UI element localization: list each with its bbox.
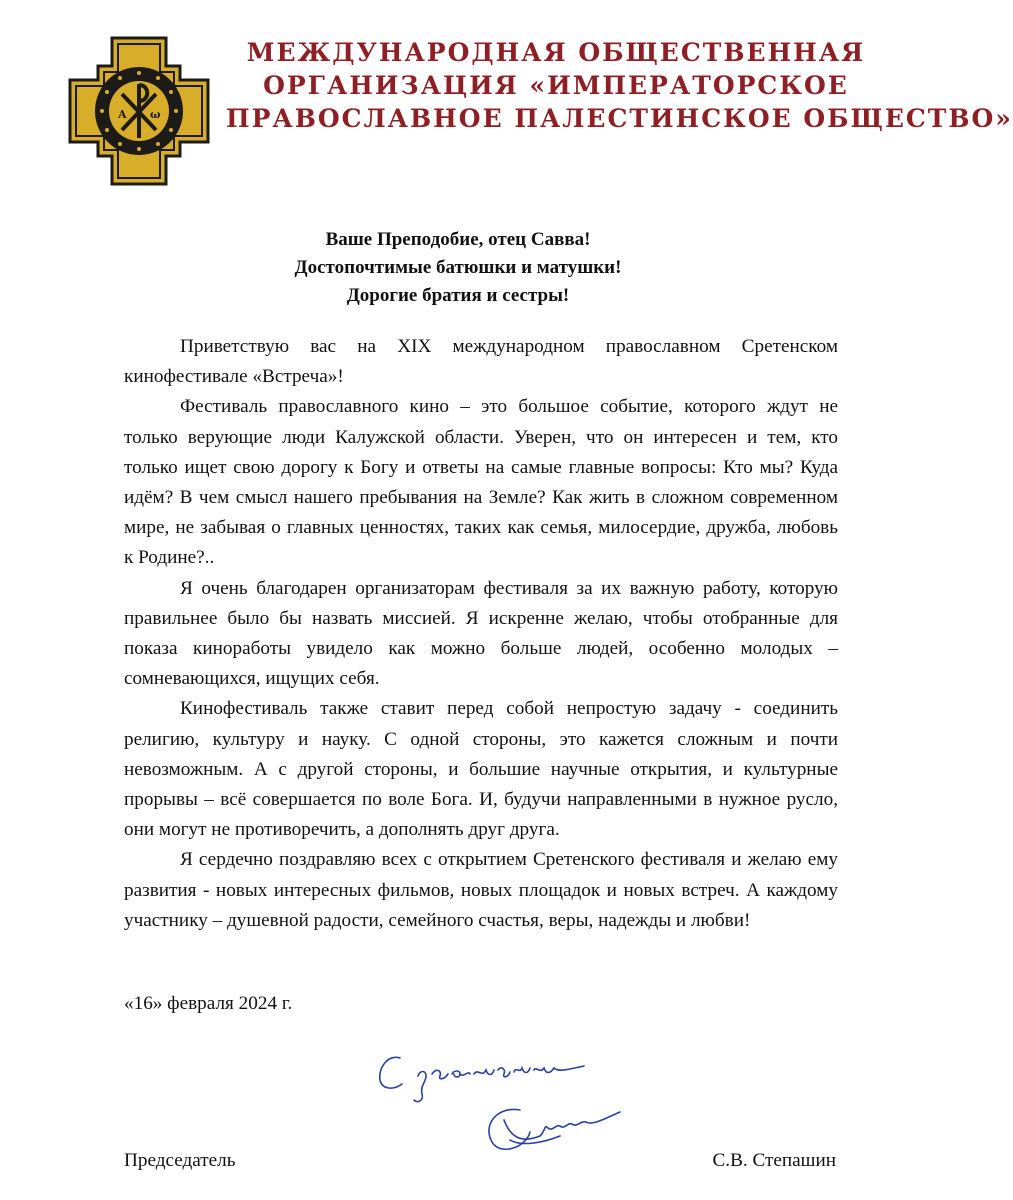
- letter-date: «16» февраля 2024 г.: [124, 993, 293, 1014]
- society-emblem-logo: [70, 38, 208, 184]
- salutation-line-2: Достопочтимые батюшки и матушки!: [294, 257, 622, 278]
- svg-text:A: A: [118, 108, 127, 121]
- paragraph-3: Я очень благодарен организаторам фестиваля за их важную работу, которую правильнее было бы назвать миссией. Я искренне желаю, чтобы отобранные для показа киноработы увидело как можно больше людей, особенно молодых – сомневающихся, ищущих себя.: [124, 577, 838, 690]
- signer-position: Председатель: [124, 1150, 236, 1171]
- salutation-line-1: Ваше Преподобие, отец Савва!: [325, 229, 591, 250]
- letter-body: [124, 332, 838, 936]
- signer-name: С.В. Степашин: [712, 1150, 836, 1171]
- svg-text:ω: ω: [150, 108, 161, 121]
- salutation: [120, 226, 796, 310]
- handwritten-signature: [370, 1040, 630, 1170]
- org-name-line-2: ОРГАНИЗАЦИЯ «ИМПЕРАТОРСКОЕ: [263, 71, 849, 100]
- paragraph-2: Фестиваль православного кино – это большое событие, которого ждут не только верующие люди Калужской области. Уверен, что он интересен и тем, кто только ищет свою дорогу к Богу и ответы на самые главные вопросы: Кто мы? Куда идём? В чем смысл нашего пребывания на Земле? Как жить в сложном современном мире, не забывая о главных ценностях, таких как семья, милосердие, дружба, любовь к Родине?..: [124, 396, 838, 569]
- organization-name: [226, 36, 1013, 135]
- paragraph-5: Я сердечно поздравляю всех с открытием Сретенского фестиваля и желаю ему развития - новых интересных фильмов, новых площадок и новых встреч. А каждому участнику – душевной радости, семейного счастья, веры, надежды и любви!: [124, 849, 838, 931]
- org-name-line-1: МЕЖДУНАРОДНАЯ ОБЩЕСТВЕННАЯ: [246, 38, 866, 67]
- paragraph-1: Приветствую вас на XIX международном православном Сретенском кинофестивале «Встреча»!: [124, 336, 838, 388]
- org-name-line-3: ПРАВОСЛАВНОЕ ПАЛЕСТИНСКОЕ ОБЩЕСТВО»: [226, 104, 1013, 133]
- salutation-line-3: Дорогие братия и сестры!: [346, 285, 570, 306]
- paragraph-4: Кинофестиваль также ставит перед собой непростую задачу - соединить религию, культуру и науку. С одной стороны, это кажется сложным и почти невозможным. А с другой стороны, и большие научные открытия, и культурные прорывы – всё совершается по воле Бога. И, будучи направленными в нужное русло, они могут не противоречить, а дополнять друг друга.: [124, 698, 838, 841]
